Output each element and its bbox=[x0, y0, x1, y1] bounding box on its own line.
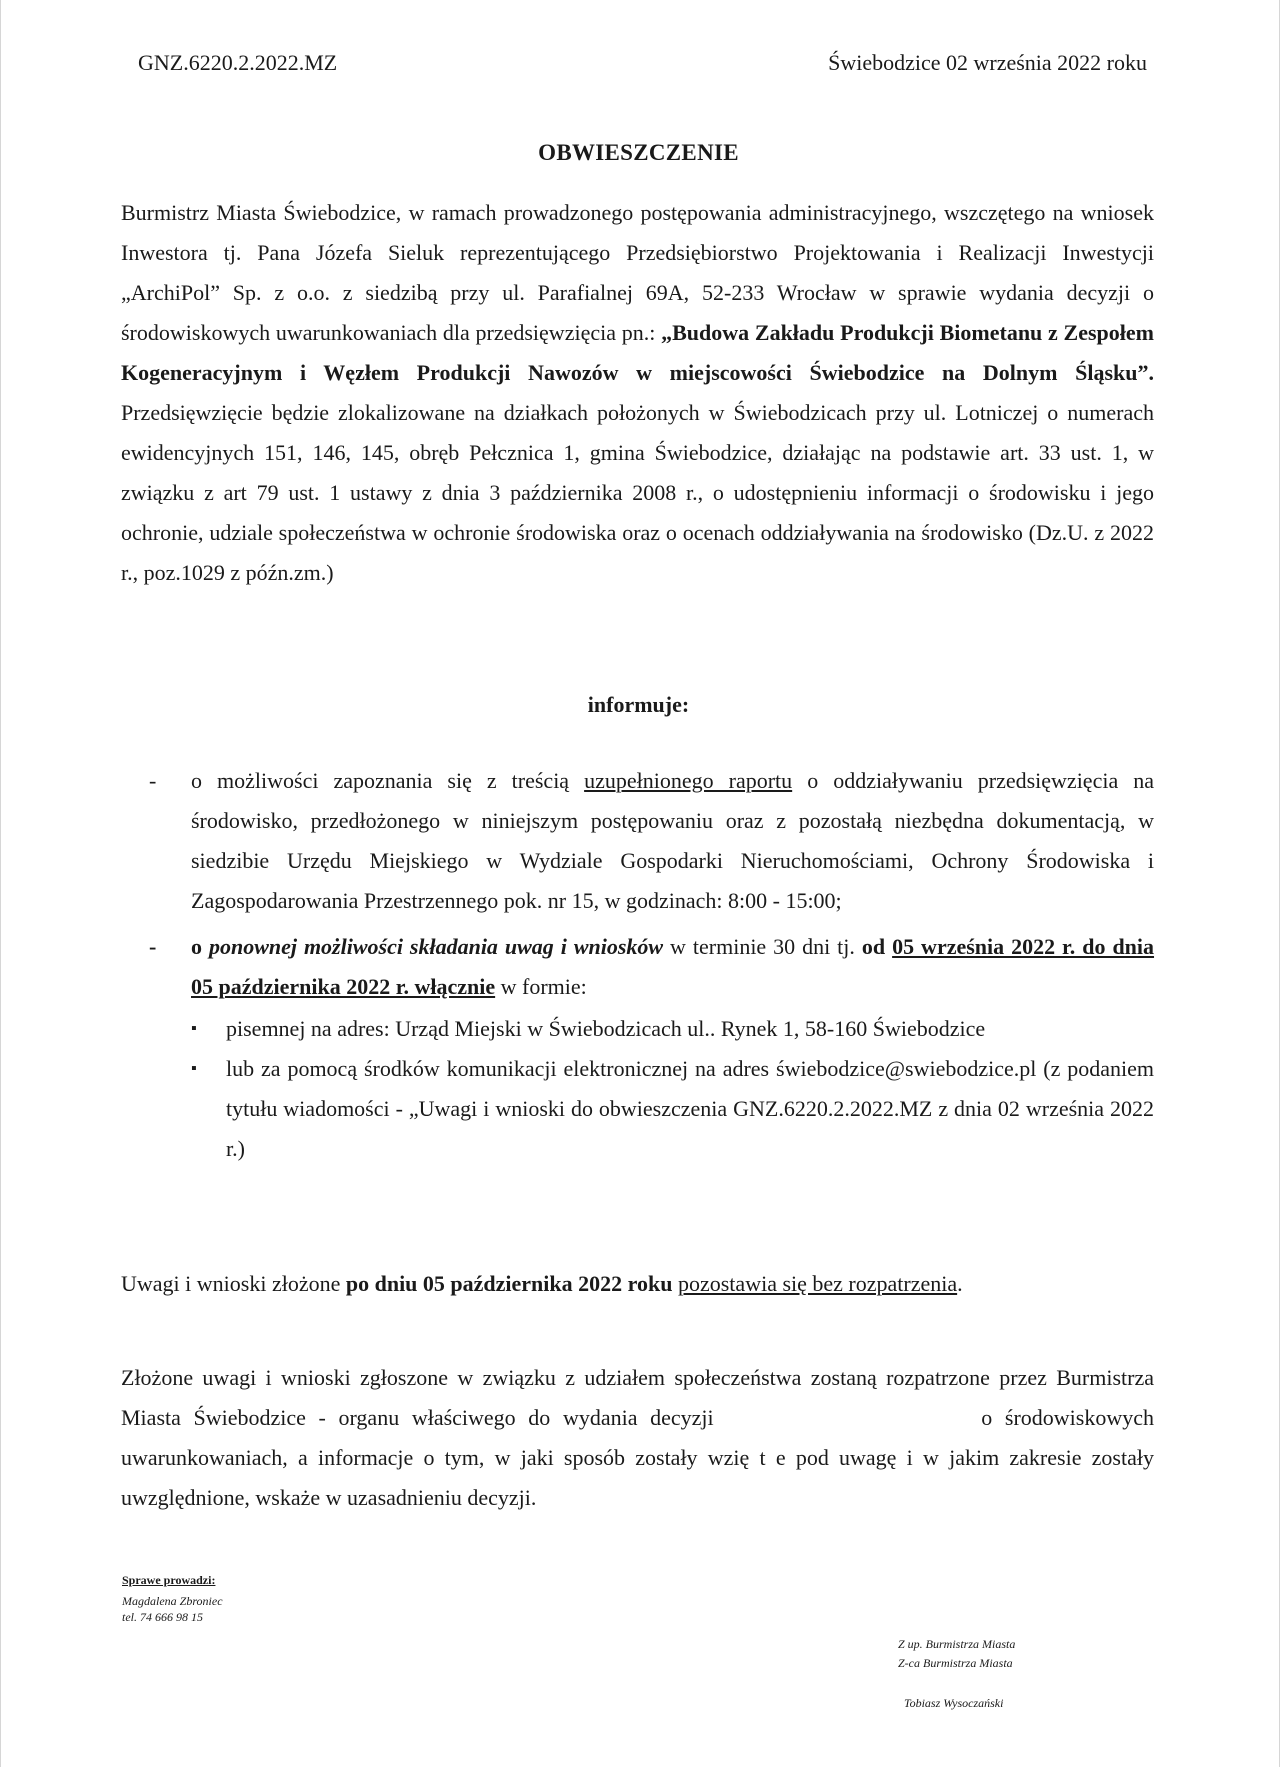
signature-authority-2: Z-ca Burmistrza Miasta bbox=[898, 1656, 1013, 1670]
list-item-comments bbox=[149, 927, 1154, 1169]
deadline-paragraph: Uwagi i wnioski złożone po dniu 05 października 2022 roku pozostawia się bez rozpatrzenia. bbox=[121, 1271, 963, 1296]
item2-text-1: w terminie 30 dni tj. bbox=[663, 934, 862, 959]
contact-phone: tel. 74 666 98 15 bbox=[122, 1610, 203, 1624]
signature-name: Tobiasz Wysoczański bbox=[904, 1696, 1004, 1710]
closing-text-1: Złożone uwagi i wnioski zgłoszone w związku z udziałem społeczeństwa zostaną rozpatrzone przez Burmistrza Miasta Świebodzice - organu właściwego do wydania decyzji bbox=[121, 1365, 1154, 1430]
contact-heading: Sprawe prowadzi: bbox=[122, 1573, 216, 1587]
item1-text-2: o oddziaływaniu przedsięwzięcia na środowisko, przedłożonego w niniejszym postępowaniu oraz z pozostałą niezbędna dokumentacją, w siedzibie Urzędu Miejskiego w Wydziale Gospodarki Nieruchomościami, Ochrony Środowiska i Zagospodarowania Przestrzennego pok. nr 15, w godzinach: 8:00 - 15:00; bbox=[191, 768, 1154, 913]
item1-text-1: o możliwości zapoznania się z treścią bbox=[191, 768, 585, 793]
item2-o: o bbox=[191, 934, 202, 959]
intro-paragraph bbox=[121, 193, 1154, 593]
method-electronic bbox=[191, 1049, 1154, 1169]
investment-name: „Budowa Zakładu Produkcji Biometanu z Zespołem Kogeneracyjnym i Węzłem Produkcji Nawozów w miejscowości Świebodzice na Dolnym Śląsku”. bbox=[121, 320, 1154, 385]
informuje-heading: informuje: bbox=[587, 692, 690, 717]
closing-text-2: o środowiskowych uwarunkowaniach, a informacje o tym, w jaki sposób zostały wzię t e pod uwagę i w jakim zakresie zostały uwzględnione, wskaże w uzasadnieniu decyzji. bbox=[121, 1405, 1154, 1510]
information-list bbox=[149, 761, 1154, 1169]
comment-period: 05 września 2022 r. do dnia 05 października 2022 r. włącznie bbox=[191, 934, 1155, 999]
square-bullet-icon: ▪ bbox=[191, 1020, 197, 1037]
document-title: OBWIESZCZENIE bbox=[538, 140, 739, 165]
method-written-text: pisemnej na adres: Urząd Miejski w Świebodzicach ul.. Rynek 1, 58-160 Świebodzice bbox=[226, 1016, 986, 1041]
item2-text-2: w formie: bbox=[495, 974, 587, 999]
signature-authority-1: Z up. Burmistrza Miasta bbox=[898, 1637, 1016, 1651]
item2-od: od bbox=[861, 934, 886, 959]
closing-paragraph bbox=[121, 1358, 1154, 1518]
item2-emphasis: ponownej możliwości składania uwag i wniosków bbox=[208, 934, 664, 959]
intro-text-1: Burmistrz Miasta Świebodzice, w ramach prowadzonego postępowania administracyjnego, wszczętego na wniosek Inwestora tj. Pana Józefa Sieluk reprezentującego Przedsiębiorstwo Projektowania i Realizacji Inwestycji „ArchiPol” Sp. z o.o. z siedzibą przy ul. Parafialnej 69A, 52-233 Wrocław w sprawie wydania decyzji o środowiskowych uwarunkowaniach dla przedsięwzięcia pn.: bbox=[121, 200, 1154, 345]
report-underlined: uzupełnionego raportu bbox=[584, 768, 793, 793]
contact-name: Magdalena Zbroniec bbox=[122, 1594, 223, 1608]
submission-methods bbox=[191, 1009, 1154, 1169]
dash-marker: - bbox=[149, 934, 157, 959]
deadline-underlined: pozostawia się bez rozpatrzenia bbox=[677, 1271, 958, 1296]
dash-marker: - bbox=[149, 768, 157, 793]
method-electronic-text: lub za pomocą środków komunikacji elektronicznej na adres świebodzice@swiebodzice.pl (z podaniem tytułu wiadomości - „Uwagi i wnioski do obwieszczenia GNZ.6220.2.2022.MZ z dnia 02 września 2022 r.) bbox=[226, 1056, 1154, 1161]
list-item-report bbox=[149, 761, 1154, 921]
deadline-date: po dniu 05 października 2022 roku bbox=[345, 1271, 673, 1296]
reference-number: GNZ.6220.2.2022.MZ bbox=[138, 50, 338, 75]
intro-text-2: Przedsięwzięcie będzie zlokalizowane na działkach położonych w Świebodzicach przy ul. Lotniczej o numerach ewidencyjnych 151, 146, 145, obręb Pełcznica 1, gmina Świebodzice, działając na podstawie art. 33 ust. 1, w związku z art 79 ust. 1 ustawy z dnia 3 października 2008 r., o udostępnieniu informacji o środowisku i jego ochronie, udziale społeczeństwa w ochronie środowiska oraz o ocenach oddziaływania na środowisko (Dz.U. z 2022 r., poz.1029 z późn.zm.) bbox=[121, 400, 1154, 585]
method-written bbox=[191, 1009, 1154, 1049]
square-bullet-icon: ▪ bbox=[191, 1060, 197, 1077]
deadline-text-1: Uwagi i wnioski złożone bbox=[121, 1271, 346, 1296]
document-date: Świebodzice 02 września 2022 roku bbox=[828, 50, 1147, 75]
